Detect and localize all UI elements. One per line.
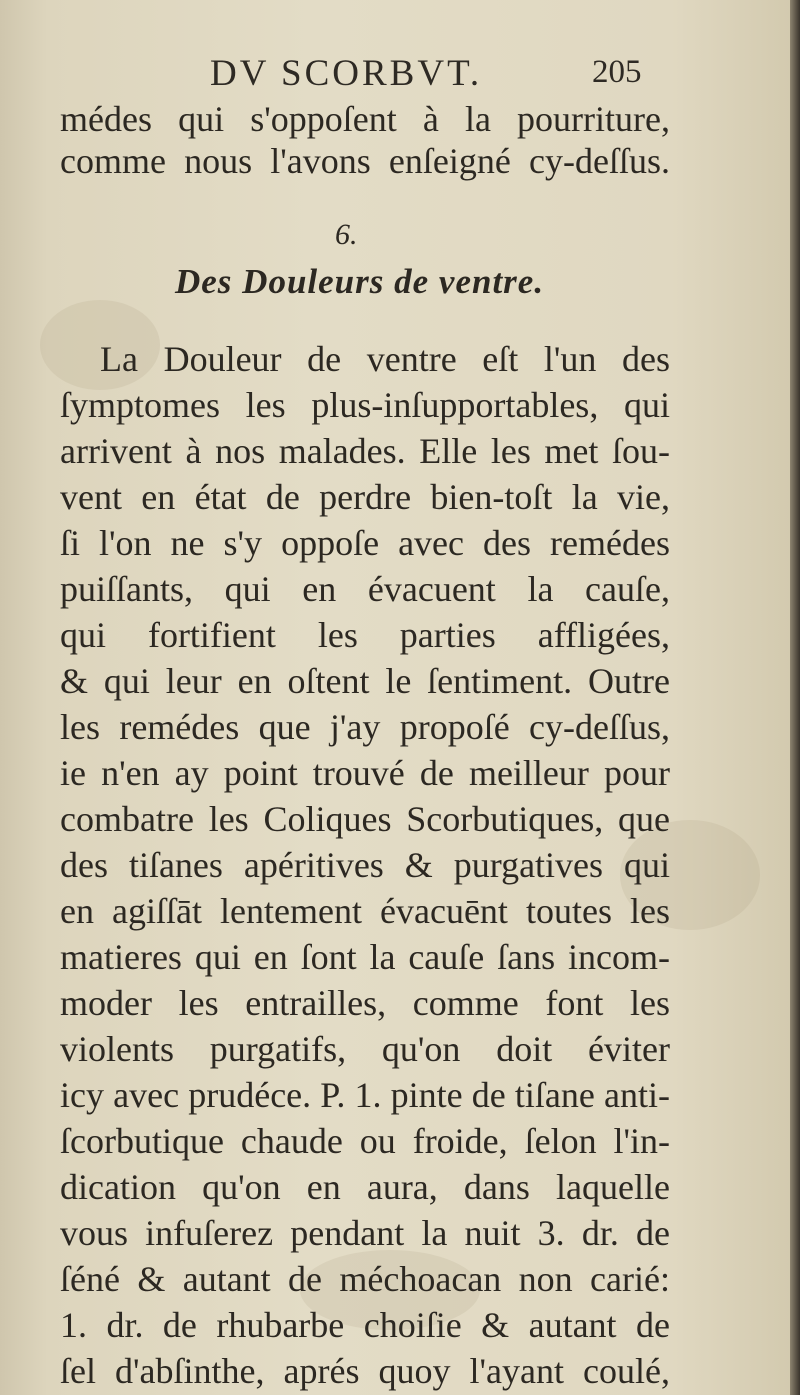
text-line: ie n'en ay point trouvé de meilleur pour (60, 753, 670, 793)
text-line: violents purgatifs, qu'on doit éviter (60, 1029, 670, 1069)
text-line: médes qui s'oppoſent à la pourriture, (60, 99, 670, 139)
text-line: dication qu'on en aura, dans laquelle (60, 1167, 670, 1207)
text-line: ſcorbutique chaude ou froide, ſelon l'in- (60, 1121, 670, 1161)
text-line: qui fortifient les parties affligées, (60, 615, 670, 655)
text-line: des tiſanes apéritives & purgatives qui (60, 845, 670, 885)
text-line: arrivent à nos malades. Elle les met ſou- (60, 431, 670, 471)
text-line: vous infuſerez pendant la nuit 3. dr. de (60, 1213, 670, 1253)
text-line: ſi l'on ne s'y oppoſe avec des remédes (60, 523, 670, 563)
text-line: & qui leur en oſtent le ſentiment. Outre (60, 661, 670, 701)
text-line: en agiſſāt lentement évacuēnt toutes les (60, 891, 670, 931)
chapter-title: Des Douleurs de ventre. (175, 262, 545, 301)
text-line: combatre les Coliques Scorbutiques, que (60, 799, 670, 839)
text-line: moder les entrailles, comme font les (60, 983, 670, 1023)
text-line: 1. dr. de rhubarbe choiſie & autant de (60, 1305, 670, 1345)
page-number: 205 (592, 54, 642, 90)
text-line: vent en état de perdre bien-toſt la vie, (60, 477, 670, 517)
text-line: icy avec prudéce. P. 1. pinte de tiſane anti- (60, 1075, 670, 1115)
text-line: puiſſants, qui en évacuent la cauſe, (60, 569, 670, 609)
text-line: ſéné & autant de méchoacan non carié: (60, 1259, 670, 1299)
text-line: La Douleur de ventre eſt l'un des (100, 339, 670, 379)
text-line: les remédes que j'ay propoſé cy-deſſus, (60, 707, 670, 747)
text-line: comme nous l'avons enſeigné cy-deſſus. (60, 141, 670, 181)
text-line: matieres qui en ſont la cauſe ſans incom- (60, 937, 670, 977)
page-edge (790, 0, 800, 1395)
text-line: ſel d'abſinthe, aprés quoy l'ayant coulé, (60, 1351, 670, 1391)
running-title: DV SCORBVT. (210, 53, 483, 94)
text-line: ſymptomes les plus-inſupportables, qui (60, 385, 670, 425)
chapter-number: 6. (335, 218, 358, 251)
